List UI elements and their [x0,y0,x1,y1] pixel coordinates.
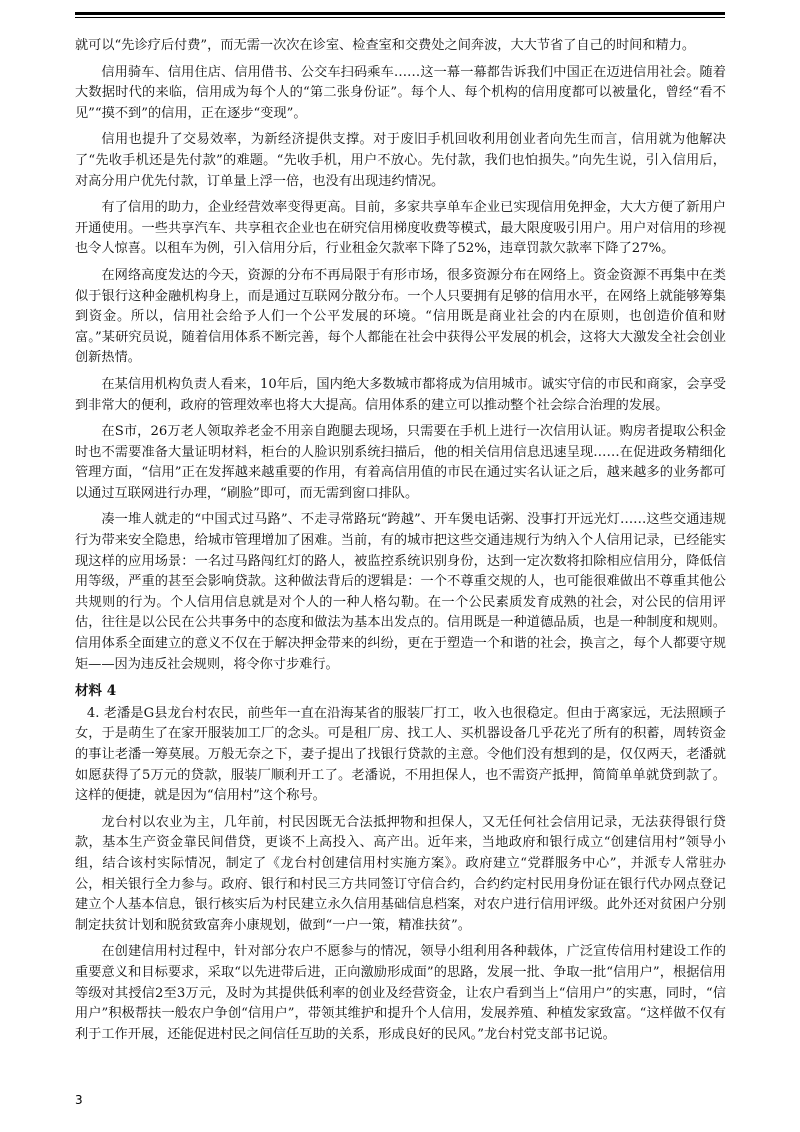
paragraph: 在网络高度发达的今天，资源的分布不再局限于有形市场，很多资源分布在网络上。资金资源不再集中在类似于银行这种金融机构身上，而是通过互联网分散分布。一个人只要拥有足够的信用水平，在网络上就能够筹集到资金。所以，信用社会给予人们一个公平发展的环境。“信用既是商业社会的内在原则，也创造价值和财富。”某研究员说，随着信用体系不断完善，每个人都能在社会中获得公平发展的机会，这将大大激发全社会创业创新热情。 [75,267,726,366]
paragraph: 4. 老潘是G县龙台村农民，前些年一直在沿海某省的服装厂打工，收入也很稳定。但由于离家远，无法照顾子女，于是萌生了在家开服装加工厂的念头。可是租厂房、找工人、买机器设备几乎花光了所有的积蓄，周转资金的事让老潘一筹莫展。万般无奈之下，妻子提出了找银行贷款的主意。令他们没有想到的是，仅仅两天，老潘就如愿获得了5万元的贷款，服装厂顺利开工了。老潘说，不用担保人，也不需资产抵押，简简单单就贷到款了。这样的便捷，就是因为“信用村”这个称号。 [75,705,726,804]
paragraph: 就可以“先诊疗后付费”，而无需一次次在诊室、检查室和交费处之间奔波，大大节省了自己的时间和精力。 [75,38,696,53]
paragraph: 有了信用的助力，企业经营效率变得更高。目前，多家共享单车企业已实现信用免押金，大大方便了新用户开通使用。一些共享汽车、共享租衣企业也在研究信用梯度收费等模式，最大限度吸引用户。用户对信用的珍视也令人惊喜。以租车为例，引入信用分后，行业租金欠款率下降了52%，违章罚款欠款率下降了27%。 [75,200,726,257]
page-number: 3 [75,1093,83,1107]
paragraph: 在创建信用村过程中，针对部分农户不愿参与的情况，领导小组利用各种载体，广泛宣传信用村建设工作的重要意义和目标要求，采取“以先进带后进，正向激励形成面”的思路，发展一批、争取一批“信用户”，根据信用等级对其授信2至3万元，及时为其提供低利率的创业及经营资金，让农户看到当上“信用户”的实惠，同时，“信用户”积极帮扶一般农户争创“信用户”，带领其维护和提升个人信用，发展养殖、种植发家致富。“这样做不仅有利于工作开展，还能促进村民之间信任互助的关系，形成良好的民风。”龙台村党支部书记说。 [75,944,726,1042]
section-title: 材料 4 [75,683,117,700]
paragraph: 龙台村以农业为主，几年前，村民因既无合法抵押物和担保人，又无任何社会信用记录，无法获得银行贷款，基本生产资金靠民间借贷，更谈不上高投入、高产出。近年来，当地政府和银行成立“创建信用村”领导小组，结合该村实际情况，制定了《龙台村创建信用村实施方案》。政府建立“党群服务中心”，并派专人常驻办公，相关银行全力参与。政府、银行和村民三方共同签订守信合约，合约约定村民用身份证在银行代办网点登记建立个人基本信息，银行核实后为村民建立永久信用基础信息档案，对农户进行信用评级。此外还对贫困户分别制定扶贫计划和脱贫致富奔小康规划，做到“一户一策，精准扶贫”。 [75,814,726,933]
header-rule-thin [75,17,725,18]
paragraph: 凑一堆人就走的“中国式过马路”、不走寻常路玩“跨越”、开车煲电话粥、没事打开远光灯……这些交通违规行为带来安全隐患，给城市管理增加了困难。当前，有的城市把这些交通违规行为纳入个人信用记录，已经能实现这样的应用场景：一名过马路闯红灯的路人，被监控系统识别身份，达到一定次数将扣除相应信用分，降低信用等级，严重的甚至会影响贷款。这种做法背后的逻辑是：一个不尊重交规的人，也可能很难做出不尊重其他公共规则的行为。个人信用信息就是对个人的一种人格勾勒。在一个公民素质发育成熟的社会，对公民的信用评估，往往是以公民在公共事务中的态度和做法为基本出发点的。信用既是一种道德品质，也是一种制度和规则。信用体系全面建立的意义不仅在于解决押金带来的纠纷，更在于塑造一个和谐的社会，换言之，每个人都要守规矩——因为违反社会规则，将令你寸步难行。 [75,512,726,672]
paragraph: 在S市，26万老人领取养老金不用亲自跑腿去现场，只需要在手机上进行一次信用认证。购房者提取公积金时也不需要准备大量证明材料，柜台的人脸识别系统扫描后，他的相关信用信息迅速呈现……在促进政务精细化管理方面，“信用”正在发挥越来越重要的作用，有着高信用值的市民在通过实名认证之后，越来越多的业务都可以通过互联网进行办理，“刷脸”即可，而无需到窗口排队。 [75,424,726,501]
paragraph: 信用骑车、信用住店、信用借书、公交车扫码乘车……这一幕一幕都告诉我们中国正在迈进信用社会。随着大数据时代的来临，信用成为每个人的“第二张身份证”。每个人、每个机构的信用度都可以被量化，曾经“看不见”“摸不到”的信用，正在逐步“变现”。 [75,64,726,121]
paragraph: 信用也提升了交易效率，为新经济提供支撑。对于废旧手机回收利用创业者向先生而言，信用就为他解决了“先收手机还是先付款”的难题。“先收手机，用户不放心。先付款，我们也怕损失。”向先生说，引入信用后，对高分用户优先付款，订单量上浮一倍，也没有出现违约情况。 [75,132,726,189]
document-body [75,36,726,1051]
paragraph: 在某信用机构负责人看来，10年后，国内绝大多数城市都将成为信用城市。诚实守信的市民和商家，会享受到非常大的便利，政府的管理效率也将大大提高。信用体系的建立可以推动整个社会综合治理的发展。 [75,376,726,413]
header-rule [75,12,725,15]
